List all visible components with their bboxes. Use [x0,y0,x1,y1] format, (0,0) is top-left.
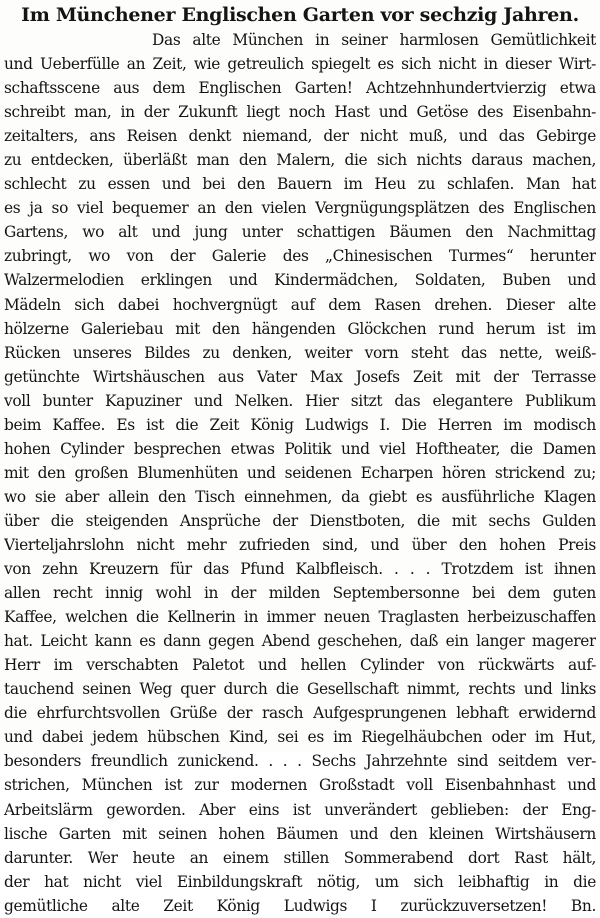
article-line: die ehrfurchtsvollen Grüße der rasch Aufgesprungenen lebhaft erwidernd [4,704,596,723]
article-line: lische Garten mit seinen hohen Bäumen und den kleinen Wirtshäusern [4,824,596,843]
article-line: voll bunter Kapuziner und Nelken. Hier sitzt das elegantere Publikum [4,391,596,410]
article-line: hölzerne Galeriebau mit den hängenden Glöckchen rund herum ist im [4,319,596,338]
article-line: über die steigenden Ansprüche der Dienstboten, die mit sechs Gulden [4,511,596,530]
article-line: Vierteljahrslohn nicht mehr zufrieden sind, und über den hohen Preis [4,535,596,554]
article-line: zeitalters, ans Reisen denkt niemand, der nicht muß, und das Gebirge [4,127,596,146]
article-line: besonders freundlich zunickend. . . . Sechs Jahrzehnte sind seitdem ver- [4,752,596,771]
article-line: strichen, München ist zur modernen Großstadt voll Eisenbahnhast und [4,776,596,795]
article-line: beim Kaffee. Es ist die Zeit König Ludwigs I. Die Herren im modisch [4,415,596,434]
article-line: und Ueberfülle an Zeit, wie getreulich spiegelt es sich nicht in dieser Wirt- [4,55,596,74]
article-line: Rücken unseres Bildes zu denken, weiter vorn steht das nette, weiß- [4,343,596,362]
article-line: darunter. Wer heute an einem stillen Sommerabend dort Rast hält, [4,848,596,867]
article-body [4,28,596,918]
article-line: und dabei jedem hübschen Kind, sei es im Riegelhäubchen oder im Hut, [4,728,596,747]
article-line: Herr im verschabten Paletot und hellen Cylinder von rückwärts auf- [4,656,596,675]
article-line: Gartens, wo alt und jung unter schattigen Bäumen den Nachmittag [4,223,596,242]
article-line: allen recht innig wohl in der milden Septembersonne bei dem guten [4,584,596,603]
article-line: hohen Cylinder besprechen etwas Politik und viel Hoftheater, die Damen [4,439,596,458]
article-line: zubringt, wo von der Galerie des „Chinesischen Turmes“ herunter [4,247,596,266]
article-line: Arbeitslärm geworden. Aber eins ist unverändert geblieben: der Eng- [4,800,596,819]
article-line: schlecht zu essen und bei den Bauern im Heu zu schlafen. Man hat [4,175,596,194]
article-line: Mädeln sich dabei hochvergnügt auf dem Rasen drehen. Dieser alte [4,295,596,314]
article-line: hat. Leicht kann es dann gegen Abend geschehen, daß ein langer magerer [4,632,596,651]
article-line: getünchte Wirtshäuschen aus Vater Max Josefs Zeit mit der Terrasse [4,367,596,386]
article-line: schreibt man, in der Zukunft liegt noch Hast und Getöse des Eisenbahn- [4,103,596,122]
article-line: Walzermelodien erklingen und Kindermädchen, Soldaten, Buben und [4,271,596,290]
article-line: der hat nicht viel Einbildungskraft nötig, um sich leibhaftig in die [4,872,596,891]
article-line: es ja so viel bequemer an den vielen Vergnügungsplätzen des Englischen [4,199,596,218]
article-line: schaftsscene aus dem Englischen Garten! Achtzehnhundertvierzig etwa [4,79,596,98]
article-line: gemütliche alte Zeit König Ludwigs I zurückzuversetzen! Bn. [4,896,596,915]
article-line: tauchend seinen Weg quer durch die Gesellschaft nimmt, rechts und links [4,680,596,699]
article-line: mit den großen Blumenhüten und seidenen Echarpen hören strickend zu; [4,463,596,482]
article-line: Kaffee, welchen die Kellnerin in immer neuen Traglasten herbeizuschaffen [4,608,596,627]
article-title: Im Münchener Englischen Garten vor sechzig Jahren. [21,4,579,26]
article-line: Das alte München in seiner harmlosen Gemütlichkeit [152,31,596,49]
article-line: von zehn Kreuzern für das Pfund Kalbfleisch. . . . Trotzdem ist ihnen [4,560,596,579]
article-line: wo sie aber allein den Tisch einnehmen, da giebt es ausführliche Klagen [4,487,596,506]
article-line: zu entdecken, überläßt man den Malern, die sich nichts daraus machen, [4,151,596,170]
